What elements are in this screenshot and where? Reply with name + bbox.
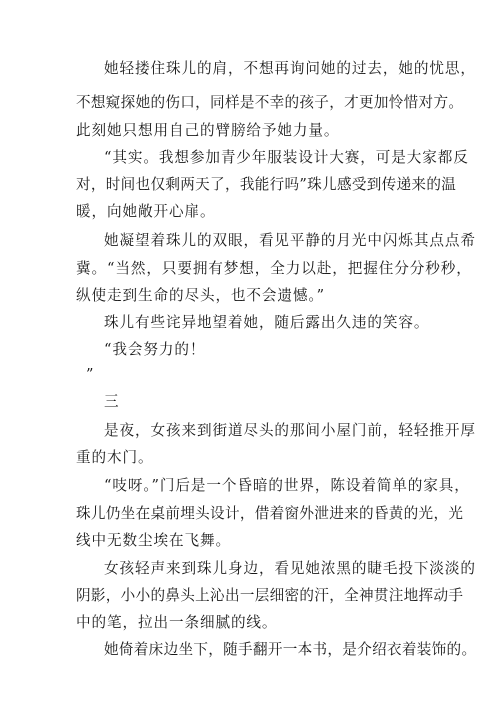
text-line: 暖，向她敞开心扉。: [76, 203, 216, 220]
text-line: 是夜，女孩来到街道尽头的那间小屋门前，轻轻推开厚: [104, 422, 476, 439]
text-line: 线中无数尘埃在飞舞。: [76, 532, 231, 549]
text-line: 冀。“当然，只要拥有梦想，全力以赴，把握住分分秒秒，: [76, 260, 472, 277]
section-heading: 三: [104, 393, 120, 410]
text-line: “吱呀。”门后是一个昏暗的世界，陈设着简单的家具，: [104, 477, 470, 494]
text-line: 纵使走到生命的尽头，也不会遗憾。”: [76, 287, 325, 304]
text-line: 珠儿仍坐在桌前埋头设计，借着窗外泄进来的昏黄的光，光: [76, 505, 464, 522]
text-line: “我会努力的！: [104, 341, 206, 358]
text-line: 女孩轻声来到珠儿身边，看见她浓黑的睫毛投下淡淡的: [104, 560, 476, 577]
text-line: 阴影，小小的鼻头上沁出一层细密的汗，全神贯注地挥动手: [76, 587, 464, 604]
text-line: 她凝望着珠儿的双眼，看见平静的月光中闪烁其点点希: [104, 232, 476, 249]
text-line: 她倚着床边坐下，随手翻开一本书，是介绍衣着装饰的。: [104, 641, 477, 658]
text-line: ”: [86, 366, 95, 383]
text-line: 此刻她只想用自己的臂膀给予她力量。: [76, 122, 340, 139]
text-line: 中的笔，拉出一条细腻的线。: [76, 614, 278, 631]
text-line: “其实。我想参加青少年服装设计大赛，可是大家都反: [104, 149, 469, 166]
text-line: 对，时间也仅剩两天了，我能行吗”珠儿感受到传递来的温: [76, 176, 457, 193]
text-line: 重的木门。: [76, 449, 154, 466]
text-line: 不想窥探她的伤口，同样是不幸的孩子，才更加怜惜对方。: [76, 94, 464, 111]
text-line: 珠儿有些诧异地望着她，随后露出久违的笑容。: [104, 314, 430, 331]
text-line: 她轻搂住珠儿的肩，不想再询问她的过去，她的忧思，: [104, 60, 476, 77]
